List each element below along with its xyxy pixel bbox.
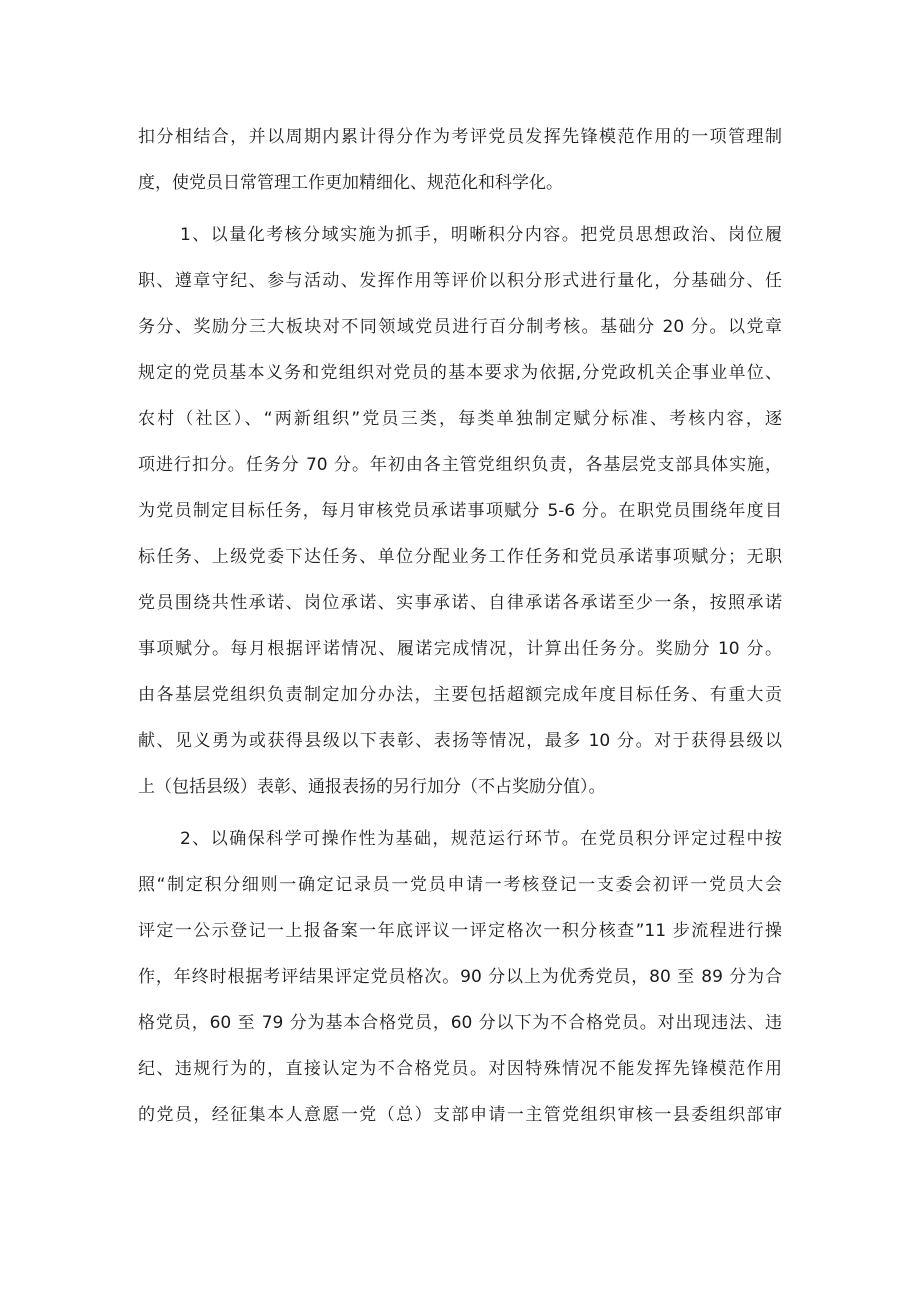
text-line: 2、以确保科学可操作性为基础，规范运行环节。在党员积分评定过程中按 — [180, 829, 782, 849]
text-line: 事项赋分。每月根据评诺情况、履诺完成情况，计算出任务分。奖励分 10 分。 — [138, 639, 782, 659]
text-line: 度，使党员日常管理工作更加精细化、规范化和科学化。 — [138, 173, 563, 193]
text-line: 照“制定积分细则一确定记录员一党员申请一考核登记一支委会初评一党员大会 — [138, 875, 782, 895]
text-line: 项进行扣分。任务分 70 分。年初由各主管党组织负责，各基层党支部具体实施， — [138, 455, 782, 475]
text-line: 纪、违规行为的，直接认定为不合格党员。对因特殊情况不能发挥先锋模范作用 — [138, 1059, 782, 1079]
text-line: 评定一公示登记一上报备案一年底评议一评定格次一积分核查”11 步流程进行操 — [138, 921, 782, 941]
text-line: 上（包括县级）表彰、通报表扬的另行加分（不占奖励分值）。 — [138, 777, 606, 797]
text-line: 规定的党员基本义务和党组织对党员的基本要求为依据,分党政机关企事业单位、 — [138, 363, 782, 383]
text-line: 作，年终时根据考评结果评定党员格次。90 分以上为优秀党员，80 至 89 分为合 — [138, 967, 782, 987]
text-line: 格党员，60 至 79 分为基本合格党员，60 分以下为不合格党员。对出现违法、违 — [138, 1013, 782, 1033]
text-line: 1、以量化考核分域实施为抓手，明晰积分内容。把党员思想政治、岗位履 — [180, 225, 782, 245]
text-line: 农村（社区）、“两新组织”党员三类，每类单独制定赋分标准、考核内容，逐 — [138, 409, 782, 429]
text-line: 为党员制定目标任务，每月审核党员承诺事项赋分 5-6 分。在职党员围绕年度目 — [138, 501, 782, 521]
text-line: 职、遵章守纪、参与活动、发挥作用等评价以积分形式进行量化，分基础分、任 — [138, 271, 782, 291]
text-line: 务分、奖励分三大板块对不同领域党员进行百分制考核。基础分 20 分。以党章 — [138, 317, 782, 337]
text-line: 献、见义勇为或获得县级以下表彰、表扬等情况，最多 10 分。对于获得县级以 — [138, 731, 782, 751]
text-line: 的党员，经征集本人意愿一党（总）支部申请一主管党组织审核一县委组织部审 — [138, 1105, 782, 1125]
text-line: 扣分相结合，并以周期内累计得分作为考评党员发挥先锋模范作用的一项管理制 — [138, 127, 782, 147]
text-line: 由各基层党组织负责制定加分办法，主要包括超额完成年度目标任务、有重大贡 — [138, 685, 782, 705]
text-line: 标任务、上级党委下达任务、单位分配业务工作任务和党员承诺事项赋分；无职 — [138, 547, 782, 567]
text-line: 党员围绕共性承诺、岗位承诺、实事承诺、自律承诺各承诺至少一条，按照承诺 — [138, 593, 782, 613]
